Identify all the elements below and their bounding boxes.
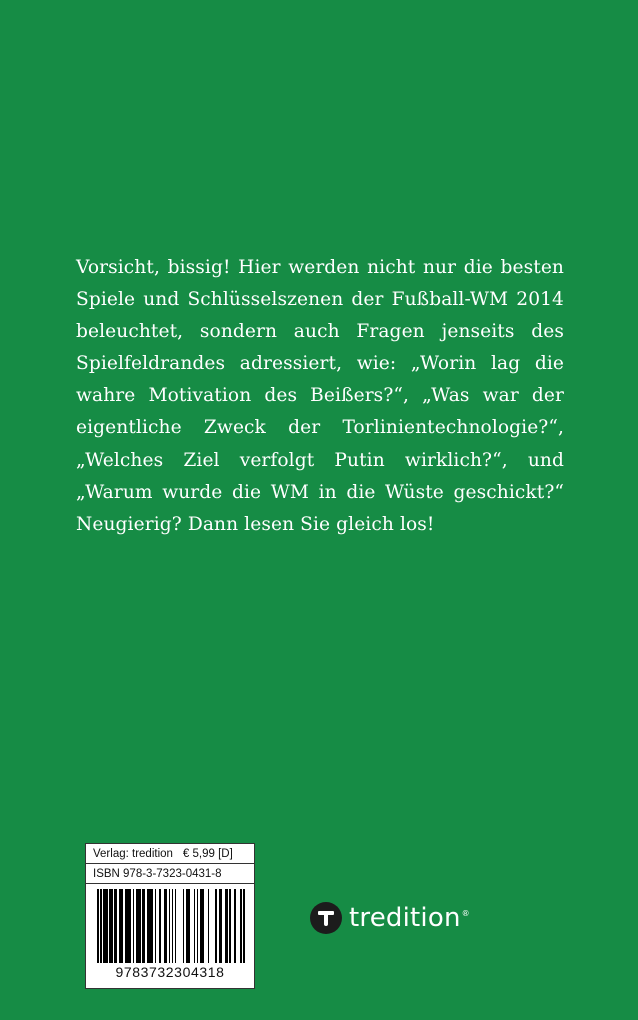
barcode-bar: [172, 889, 174, 963]
isbn-label: ISBN 978-3-7323-0431-8: [93, 868, 222, 880]
barcode-bar: [103, 889, 108, 963]
publisher-label: Verlag: tredition: [93, 848, 173, 860]
barcode-bar: [219, 889, 222, 963]
barcode-bar: [200, 889, 205, 963]
logo-wordmark: [349, 903, 470, 933]
barcode-bar: [215, 889, 217, 963]
barcode-bar: [225, 889, 228, 963]
logo-name: tredition: [349, 903, 461, 933]
barcode-bar: [229, 889, 231, 963]
barcode-bar: [243, 889, 245, 963]
publisher-logo: [310, 900, 470, 936]
isbn-row: [86, 864, 254, 884]
barcode-bar: [169, 889, 171, 963]
barcode-bar: [136, 889, 141, 963]
barcode-bar: [147, 889, 153, 963]
barcode-bar: [240, 889, 242, 963]
barcode-bar: [208, 889, 210, 963]
barcode-bar: [142, 889, 145, 963]
barcode-bar: [100, 889, 102, 963]
barcode-bar: [234, 889, 236, 963]
barcode-bar: [109, 889, 112, 963]
barcode-bar: [164, 889, 167, 963]
barcode-label: [85, 843, 255, 989]
price-label: € 5,99 [D]: [182, 848, 233, 860]
barcode-bar: [119, 889, 124, 963]
barcode-bar: [114, 889, 117, 963]
barcode-bar: [155, 889, 157, 963]
barcode-bar: [197, 889, 199, 963]
barcode-bar: [125, 889, 131, 963]
barcode-bar: [97, 889, 99, 963]
barcode-digits: 9783732304318: [115, 964, 225, 980]
tredition-t-icon: [310, 902, 342, 934]
barcode-bar: [194, 889, 196, 963]
barcode-bar: [186, 889, 191, 963]
publisher-price-row: [86, 844, 254, 864]
barcode-bar: [183, 889, 185, 963]
barcode-bar: [175, 889, 177, 963]
barcode-bars: [97, 889, 245, 963]
registered-mark: ®: [461, 909, 470, 919]
barcode-bar: [133, 889, 135, 963]
barcode-bar: [159, 889, 161, 963]
back-cover-blurb: Vorsicht, bissig! Hier werden nicht nur die besten Spiele und Schlüsselszenen der Fußball-WM 2014 beleuchtet, sondern auch Fragen jenseits des Spielfeldrandes adressiert, wie: „Worin lag die wahre Motivation des Beißers?“, „Was war der eigentliche Zweck der Torlinientechnologie?“, „Welches Ziel verfolgt Putin wirklich?“, und „Warum wurde die WM in die Wüste geschickt?“ Neugierig? Dann lesen Sie gleich los!: [76, 257, 564, 535]
